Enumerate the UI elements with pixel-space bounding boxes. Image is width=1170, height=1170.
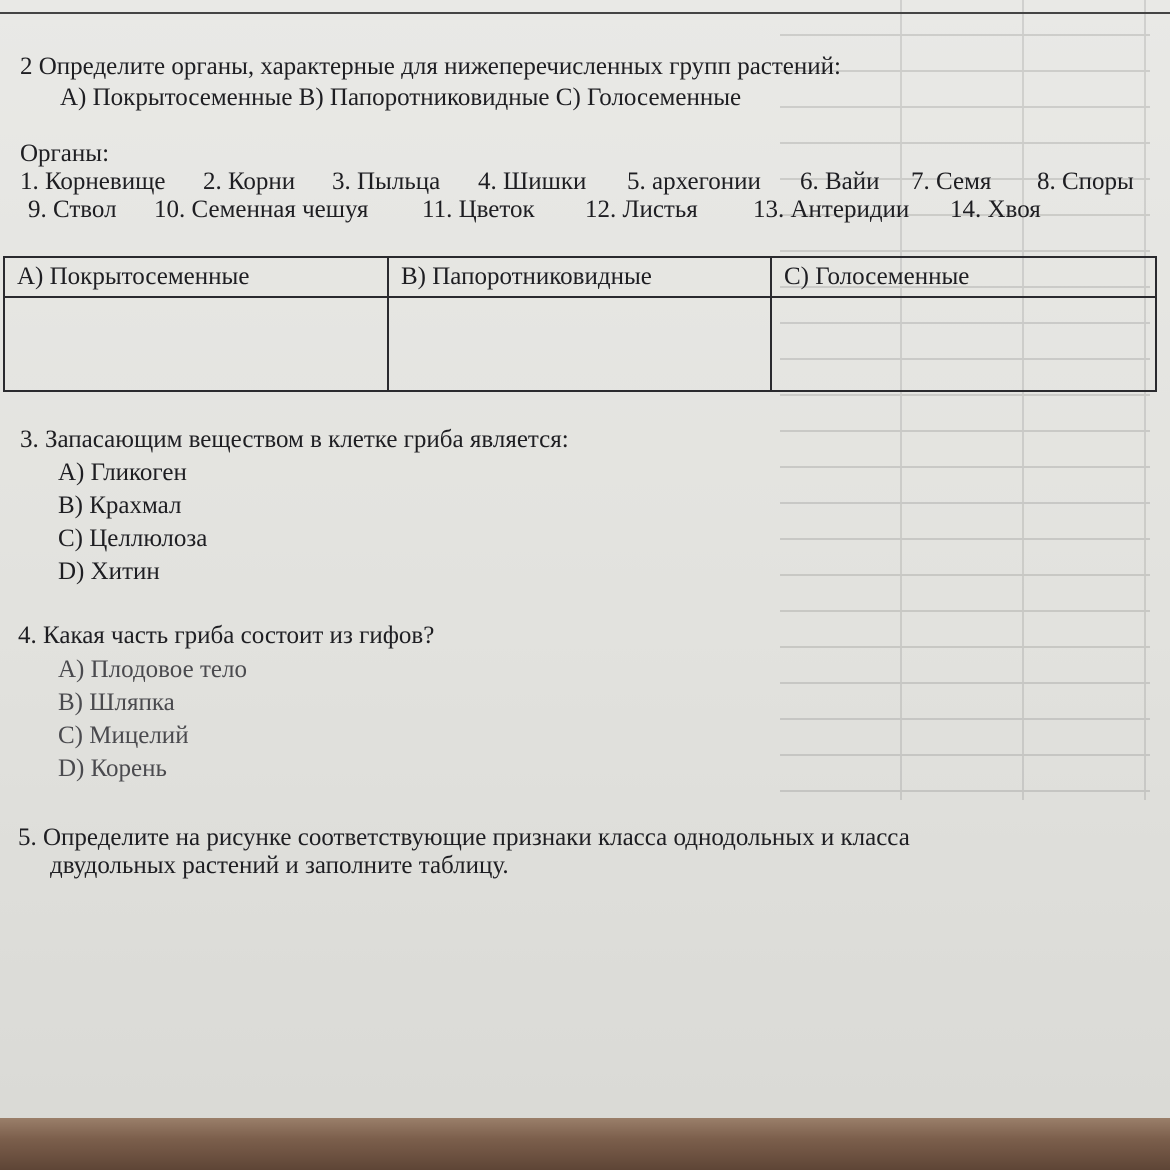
q3-option-b: В) Крахмал	[58, 492, 182, 519]
answer-cell-angiosperms[interactable]	[4, 297, 388, 391]
top-rule	[0, 12, 1170, 14]
q2-title: 2 Определите органы, характерные для нижеперечисленных групп растений:	[20, 53, 841, 80]
table-header-gymnosperms: С) Голосеменные	[771, 257, 1156, 297]
q4-option-c: С) Мицелий	[58, 722, 189, 749]
table-header-angiosperms: А) Покрытосеменные	[4, 257, 388, 297]
q3-option-c: С) Целлюлоза	[58, 525, 208, 552]
organ-item: 14. Хвоя	[950, 196, 1041, 223]
table-header-ferns: В) Папоротниковидные	[388, 257, 771, 297]
table-header-row	[4, 257, 1156, 297]
organ-item: 7. Семя	[911, 168, 992, 195]
answer-cell-ferns[interactable]	[388, 297, 771, 391]
q3-option-a: А) Гликоген	[58, 459, 187, 486]
organ-item: 5. архегонии	[627, 168, 761, 195]
organ-item: 4. Шишки	[478, 168, 587, 195]
organ-item: 2. Корни	[203, 168, 296, 195]
organ-item: 8. Споры	[1037, 168, 1134, 195]
q2-organs-label: Органы:	[20, 140, 110, 167]
q2-groups: А) Покрытосеменные В) Папоротниковидные С) Голосеменные	[60, 84, 742, 111]
bleed-through-table	[780, 0, 1150, 800]
organ-item: 12. Листья	[585, 196, 698, 223]
q4-option-d: D) Корень	[58, 755, 167, 782]
q2-answer-table	[3, 256, 1157, 392]
q3-option-d: D) Хитин	[58, 558, 160, 585]
q5-line-1: 5. Определите на рисунке соответствующие признаки класса однодольных и класса	[18, 824, 910, 851]
organ-item: 6. Вайи	[800, 168, 880, 195]
organ-item: 13. Антеридии	[753, 196, 910, 223]
answer-cell-gymnosperms[interactable]	[771, 297, 1156, 391]
organ-item: 3. Пыльца	[332, 168, 441, 195]
q4-option-a: А) Плодовое тело	[58, 656, 247, 683]
organ-item: 11. Цветок	[422, 196, 535, 223]
desk-surface	[0, 1118, 1170, 1170]
q5-line-2: двудольных растений и заполните таблицу.	[50, 852, 509, 879]
q3-title: 3. Запасающим веществом в клетке гриба является:	[20, 426, 569, 453]
organ-item: 9. Ствол	[28, 196, 117, 223]
organ-item: 1. Корневище	[20, 168, 166, 195]
organ-item: 10. Семенная чешуя	[154, 196, 369, 223]
q4-title: 4. Какая часть гриба состоит из гифов?	[18, 622, 435, 649]
table-answer-row	[4, 297, 1156, 391]
q4-option-b: В) Шляпка	[58, 689, 175, 716]
